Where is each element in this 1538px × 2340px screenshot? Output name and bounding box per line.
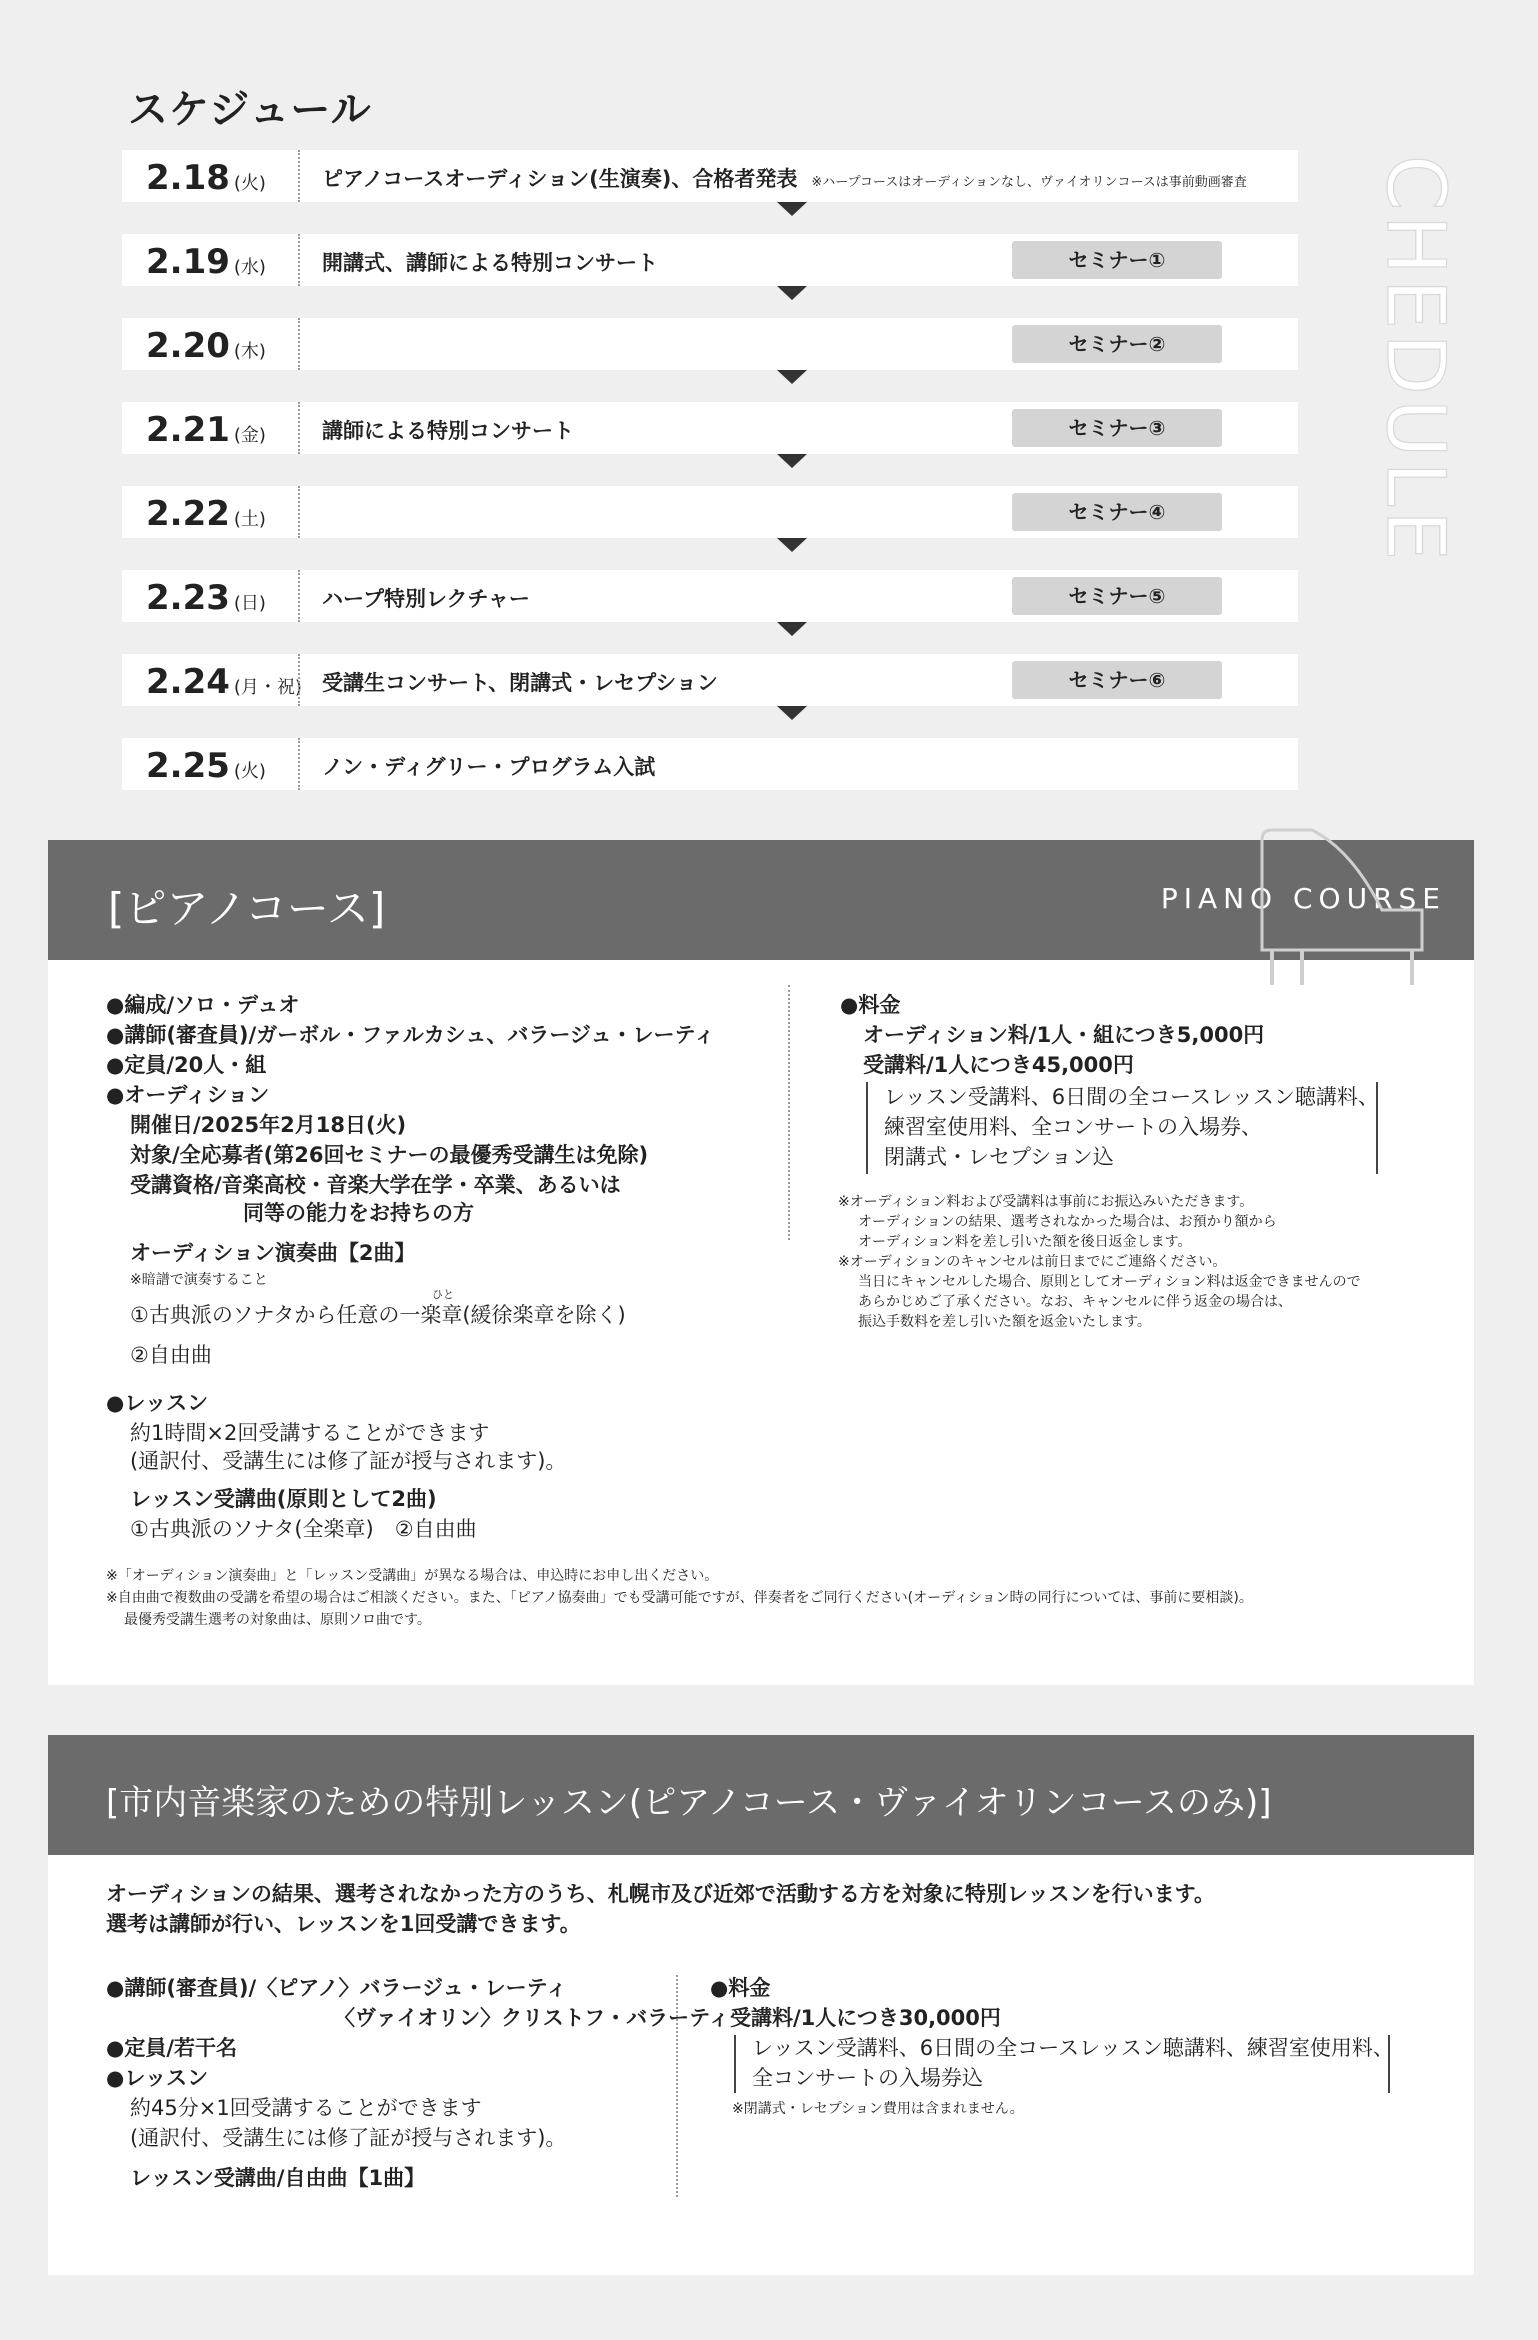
schedule-date	[146, 578, 266, 618]
schedule-event	[322, 751, 655, 781]
schedule-date-value: 2.21	[146, 410, 230, 450]
piano-memorize-note: ※暗譜で演奏すること	[130, 1272, 268, 1288]
schedule-event-text: ピアノコースオーディション(生演奏)、合格者発表	[322, 167, 798, 191]
down-arrow-icon	[777, 286, 807, 300]
special-intro-1: オーディションの結果、選考されなかった方のうち、札幌市及び近郊で活動する方を対象に特別レッスンを行います。	[106, 1882, 1216, 1906]
schedule-event-text: ノン・ディグリー・プログラム入試	[322, 755, 656, 779]
special-instructors: ●講師(審査員)/〈ピアノ〉バラージュ・レーティ	[106, 1976, 567, 2000]
down-arrow-icon	[777, 202, 807, 216]
schedule-event-text: 講師による特別コンサート	[322, 419, 574, 443]
schedule-row-divider	[298, 738, 300, 790]
schedule-day-of-week: (金)	[233, 425, 266, 446]
special-lesson-piece: レッスン受講曲/自由曲【1曲】	[130, 2166, 426, 2190]
piano-capacity: ●定員/20人・組	[106, 1053, 267, 1077]
schedule-event-note: ※ハープコースはオーディションなし、ヴァイオリンコースは事前動画審査	[811, 175, 1247, 190]
piano-fee-note-3: オーディション料を差し引いた額を後日返金します。	[858, 1234, 1192, 1250]
special-intro-2: 選考は講師が行い、レッスンを1回受講できます。	[106, 1912, 581, 1936]
schedule-row	[122, 402, 1298, 454]
schedule-row-divider	[298, 654, 300, 706]
seminar-badge: セミナー①	[1012, 241, 1222, 279]
piano-audition-heading: ●オーディション	[106, 1083, 270, 1107]
piano-footnote-3: 最優秀受講生選考の対象曲は、原則ソロ曲です。	[124, 1612, 431, 1628]
schedule-row	[122, 570, 1298, 622]
schedule-date	[146, 494, 266, 534]
piano-lesson-note: (通訳付、受講生には修了証が授与されます)。	[130, 1449, 567, 1473]
piano-fee-note-7: 振込手数料を差し引いた額を返金いたします。	[858, 1314, 1151, 1330]
schedule-day-of-week: (土)	[233, 509, 266, 530]
schedule-row	[122, 486, 1298, 538]
piano-eligibility-cont: 同等の能力をお持ちの方	[243, 1201, 474, 1225]
piano-fee-note-6: あらかじめご了承ください。なお、キャンセルに伴う返金の場合は、	[858, 1294, 1292, 1310]
down-arrow-icon	[777, 622, 807, 636]
schedule-event	[322, 667, 718, 697]
seminar-badge: セミナー④	[1012, 493, 1222, 531]
schedule-day-of-week: (水)	[233, 257, 266, 278]
seminar-badge: セミナー⑥	[1012, 661, 1222, 699]
piano-lesson-pieces-heading: レッスン受講曲(原則として2曲)	[130, 1487, 437, 1511]
schedule-event	[322, 415, 574, 445]
grand-piano-icon	[1242, 820, 1432, 990]
schedule-day-of-week: (火)	[233, 173, 266, 194]
piano-column-divider	[788, 985, 790, 1240]
down-arrow-icon	[777, 370, 807, 384]
schedule-date-value: 2.24	[146, 662, 230, 702]
schedule-row	[122, 738, 1298, 790]
schedule-event-text: 受講生コンサート、閉講式・レセプション	[322, 671, 718, 695]
piano-course-english: PIANO COURSE	[1160, 882, 1446, 915]
schedule-vertical-text: SCHEDULE	[1370, 150, 1460, 565]
piano-instructors: ●講師(審査員)/ガーボル・ファルカシュ、バラージュ・レーティ	[106, 1023, 715, 1047]
schedule-vertical-label	[1370, 150, 1460, 790]
piano-audition-fee: オーディション料/1人・組につき5,000円	[863, 1023, 1265, 1047]
piano-piece-1: ①古典派のソナタから任意の一楽章(緩徐楽章を除く)	[130, 1303, 626, 1327]
special-lesson-note: (通訳付、受講生には修了証が授与されます)。	[130, 2126, 567, 2150]
special-capacity: ●定員/若干名	[106, 2036, 237, 2060]
special-lesson-title: [市内音楽家のための特別レッスン(ピアノコース・ヴァイオリンコースのみ)]	[106, 1783, 1272, 1823]
piano-lesson-count: 約1時間×2回受講することができます	[130, 1421, 490, 1445]
schedule-row	[122, 654, 1298, 706]
special-lesson-header	[48, 1735, 1474, 1855]
schedule-day-of-week: (火)	[233, 761, 266, 782]
piano-footnote-2: ※自由曲で複数曲の受講を希望の場合はご相談ください。また、「ピアノ協奏曲」でも受講可能ですが、伴奏者をご同行ください(オーディション時の同行については、事前に要相談)。	[106, 1590, 1253, 1606]
piano-footnote-1: ※「オーディション演奏曲」と「レッスン受講曲」が異なる場合は、申込時にお申し出ください。	[106, 1568, 719, 1584]
schedule-row-divider	[298, 234, 300, 286]
schedule-date	[146, 662, 302, 702]
schedule-event	[322, 583, 530, 613]
schedule-date-value: 2.19	[146, 242, 230, 282]
special-fee-includes-2: 全コンサートの入場券込	[752, 2066, 983, 2090]
piano-formation: ●編成/ソロ・デュオ	[106, 993, 300, 1017]
schedule-date	[146, 158, 266, 198]
schedule-row-divider	[298, 486, 300, 538]
special-fee-includes-1: レッスン受講料、6日間の全コースレッスン聴講料、練習室使用料、	[752, 2036, 1394, 2060]
piano-audition-target: 対象/全応募者(第26回セミナーの最優秀受講生は免除)	[130, 1143, 649, 1167]
schedule-event-text: ハープ特別レクチャー	[322, 587, 530, 611]
schedule-day-of-week: (木)	[233, 341, 266, 362]
piano-eligibility: 受講資格/音楽高校・音楽大学在学・卒業、あるいは	[130, 1173, 621, 1197]
piano-lesson-pieces: ①古典派のソナタ(全楽章) ②自由曲	[130, 1517, 477, 1541]
schedule-day-of-week: (日)	[233, 593, 266, 614]
schedule-row	[122, 234, 1298, 286]
special-column-divider	[676, 1975, 678, 2197]
special-lesson-heading: ●レッスン	[106, 2066, 209, 2090]
piano-fee-heading: ●料金	[840, 993, 901, 1017]
schedule-date	[146, 242, 266, 282]
down-arrow-icon	[777, 454, 807, 468]
seminar-badge: セミナー②	[1012, 325, 1222, 363]
piano-piece-2: ②自由曲	[130, 1343, 212, 1367]
piano-fee-includes-2: 練習室使用料、全コンサートの入場券、	[884, 1115, 1262, 1139]
piano-fee-note-5: 当日にキャンセルした場合、原則としてオーディション料は返金できませんので	[858, 1274, 1361, 1290]
piano-lesson-heading: ●レッスン	[106, 1391, 209, 1415]
schedule-event	[322, 163, 1247, 193]
schedule-date	[146, 410, 266, 450]
schedule-row-divider	[298, 402, 300, 454]
schedule-day-of-week: (月・祝)	[233, 677, 302, 698]
down-arrow-icon	[777, 706, 807, 720]
piano-fee-note-1: ※オーディション料および受講料は事前にお振込みいただきます。	[838, 1194, 1254, 1210]
piano-course-title: [ピアノコース]	[108, 884, 386, 933]
seminar-badge: セミナー③	[1012, 409, 1222, 447]
piano-course-panel	[48, 840, 1474, 1685]
piano-fee-includes-1: レッスン受講料、6日間の全コースレッスン聴講料、	[884, 1085, 1379, 1109]
seminar-badge: セミナー⑤	[1012, 577, 1222, 615]
special-lesson-fee: 受講料/1人につき30,000円	[730, 2006, 1001, 2030]
piano-course-header	[48, 840, 1474, 960]
schedule-event	[322, 247, 658, 277]
piano-fee-note-4: ※オーディションのキャンセルは前日までにご連絡ください。	[838, 1254, 1227, 1270]
special-lesson-count: 約45分×1回受講することができます	[130, 2096, 482, 2120]
schedule-row	[122, 318, 1298, 370]
piano-fee-note-2: オーディションの結果、選考されなかった場合は、お預かり額から	[858, 1214, 1277, 1230]
schedule-date-value: 2.23	[146, 578, 230, 618]
special-fee-heading: ●料金	[710, 1976, 771, 2000]
schedule-title: スケジュール	[128, 87, 372, 133]
schedule-row-divider	[298, 150, 300, 202]
schedule-date-value: 2.20	[146, 326, 230, 366]
special-instructor-violin: 〈ヴァイオリン〉クリストフ・バラーティ	[334, 2006, 730, 2030]
schedule-date-value: 2.25	[146, 746, 230, 786]
schedule-date-value: 2.18	[146, 158, 230, 198]
piano-audition-pieces-heading: オーディション演奏曲【2曲】	[130, 1241, 416, 1265]
schedule-row	[122, 150, 1298, 202]
piano-fee-includes-3: 閉講式・レセプション込	[884, 1145, 1114, 1169]
schedule-date-value: 2.22	[146, 494, 230, 534]
piano-ruby: ひと	[432, 1288, 454, 1301]
piano-lesson-fee: 受講料/1人につき45,000円	[863, 1053, 1134, 1077]
schedule-row-divider	[298, 570, 300, 622]
down-arrow-icon	[777, 538, 807, 552]
schedule-date	[146, 746, 266, 786]
schedule-event-text: 開講式、講師による特別コンサート	[322, 251, 658, 275]
piano-audition-date: 開催日/2025年2月18日(火)	[130, 1113, 407, 1137]
schedule-date	[146, 326, 266, 366]
schedule-row-divider	[298, 318, 300, 370]
special-fee-note: ※閉講式・レセプション費用は含まれません。	[732, 2101, 1024, 2117]
special-lesson-panel	[48, 1735, 1474, 2275]
